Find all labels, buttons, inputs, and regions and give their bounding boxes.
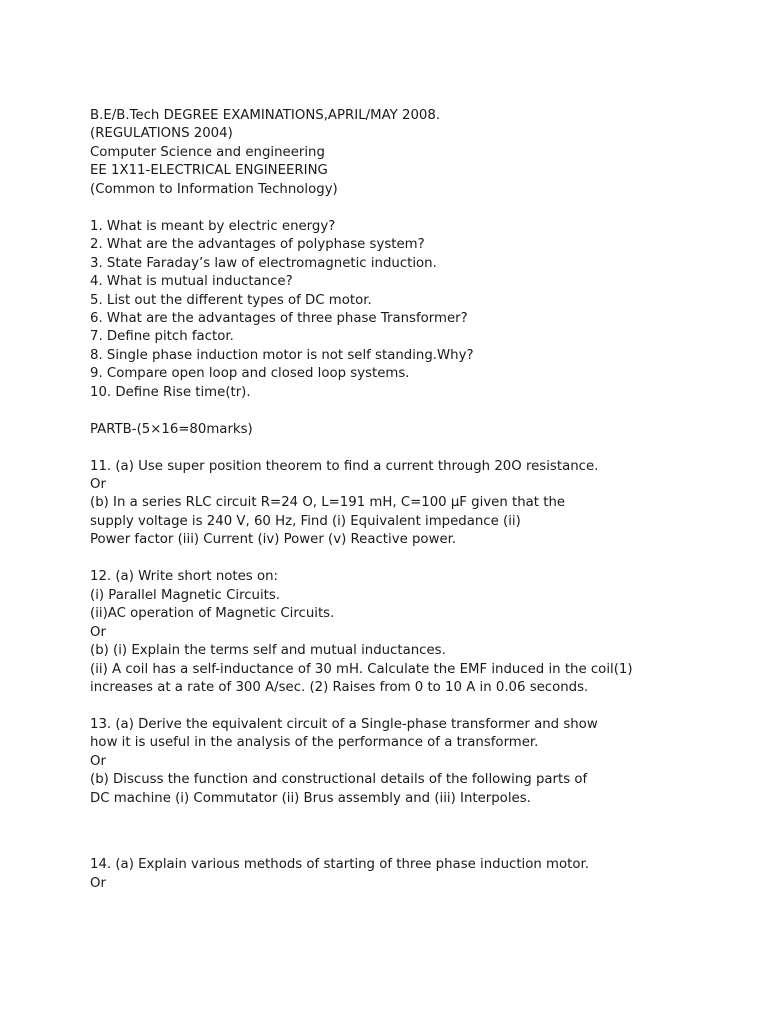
spacer <box>90 808 750 856</box>
spacer <box>90 697 750 715</box>
exam-title: B.E/B.Tech DEGREE EXAMINATIONS,APRIL/MAY 2008. <box>90 108 441 123</box>
or-separator: Or <box>90 624 106 640</box>
question-text: (i) Parallel Magnetic Circuits. <box>90 587 281 603</box>
or-separator: Or <box>90 753 106 769</box>
spacer <box>90 439 750 457</box>
question-text: (ii) A coil has a self-inductance of 30 mH. Calculate the EMF induced in the coil(1) <box>90 661 633 677</box>
question-item: 1. What is meant by electric energy? <box>90 218 336 234</box>
question-text: (b) Discuss the function and constructional details of the following parts of <box>90 772 588 788</box>
question-text: 13. (a) Derive the equivalent circuit of a Single-phase transformer and show <box>90 716 598 732</box>
question-text: 14. (a) Explain various methods of starting of three phase induction motor. <box>90 857 589 873</box>
question-text: DC machine (i) Commutator (ii) Brus assembly and (iii) Interpoles. <box>90 790 531 806</box>
common-to-line: (Common to Information Technology) <box>90 181 338 197</box>
part-b-heading: PARTB-(5×16=80marks) <box>90 421 253 437</box>
department-line: Computer Science and engineering <box>90 144 325 160</box>
question-text: increases at a rate of 300 A/sec. (2) Raises from 0 to 10 A in 0.06 seconds. <box>90 679 589 695</box>
spacer <box>90 402 750 420</box>
question-item: 9. Compare open loop and closed loop systems. <box>90 366 410 382</box>
regulations-line: (REGULATIONS 2004) <box>90 126 233 142</box>
question-item: 5. List out the different types of DC motor. <box>90 292 372 308</box>
question-text: 12. (a) Write short notes on: <box>90 569 279 585</box>
spacer <box>90 550 750 568</box>
question-text: 11. (a) Use super position theorem to find a current through 20O resistance. <box>90 458 599 474</box>
question-item: 3. State Faraday’s law of electromagnetic induction. <box>90 255 437 271</box>
question-text: (b) (i) Explain the terms self and mutual inductances. <box>90 643 446 659</box>
or-separator: Or <box>90 875 106 891</box>
question-item: 2. What are the advantages of polyphase system? <box>90 237 425 253</box>
question-text: (b) In a series RLC circuit R=24 O, L=191 mH, C=100 µF given that the <box>90 495 566 511</box>
exam-header <box>90 107 750 199</box>
question-item: 8. Single phase induction motor is not self standing.Why? <box>90 347 474 363</box>
question-text: Power factor (iii) Current (iv) Power (v) Reactive power. <box>90 532 457 548</box>
question-item: 10. Define Rise time(tr). <box>90 384 251 400</box>
question-text: (ii)AC operation of Magnetic Circuits. <box>90 606 335 622</box>
subject-line: EE 1X11-ELECTRICAL ENGINEERING <box>90 163 328 179</box>
part-a-questions <box>90 218 750 403</box>
question-item: 7. Define pitch factor. <box>90 329 234 345</box>
question-item: 4. What is mutual inductance? <box>90 274 293 290</box>
question-14 <box>90 856 750 893</box>
spacer <box>90 199 750 217</box>
document-page <box>90 107 750 893</box>
question-text: how it is useful in the analysis of the performance of a transformer. <box>90 735 539 751</box>
question-12 <box>90 568 750 697</box>
question-text: supply voltage is 240 V, 60 Hz, Find (i) Equivalent impedance (ii) <box>90 513 521 529</box>
question-item: 6. What are the advantages of three phase Transformer? <box>90 310 468 326</box>
question-13 <box>90 716 750 808</box>
question-11 <box>90 458 750 550</box>
or-separator: Or <box>90 477 106 493</box>
